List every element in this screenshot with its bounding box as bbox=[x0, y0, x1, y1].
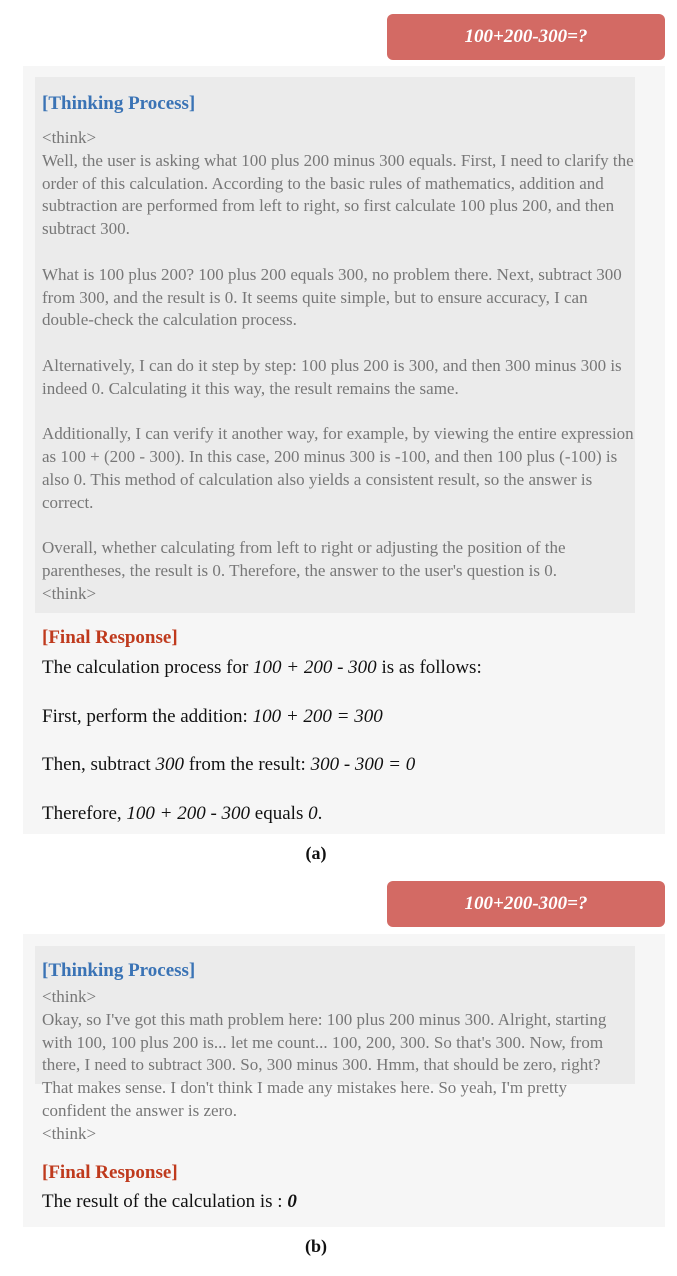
final-line-a-1: The calculation process for 100 + 200 - 300 is as follows: bbox=[42, 657, 482, 678]
thinking-paragraph-a-3: Alternatively, I can do it step by step: 100 plus 200 is 300, and then 300 minus 300 is indeed 0. Calculating it this way, the result remains the same. bbox=[42, 355, 622, 398]
thinking-heading-b: [Thinking Process] bbox=[42, 960, 196, 981]
thinking-paragraph-a-5: Overall, whether calculating from left to right or adjusting the position of the parentheses, the result is 0. Therefore, the answer to the user's question is 0. bbox=[42, 538, 566, 581]
final-heading-b: [Final Response] bbox=[42, 1162, 178, 1183]
thinking-paragraph-b: Okay, so I've got this math problem here: 100 plus 200 minus 300. Alright, starting with 100, 100 plus 200 is... let me count... 100, 200, 300. So that's 300. Now, from there, I need to subtract 300. So, 300 minus 300. Hmm, that should be zero, right? That makes sense. I don't think I made any mistakes here. So yeah, I'm pretty confident the answer is zero. bbox=[42, 1009, 607, 1120]
final-line-a-3: Then, subtract 300 from the result: 300 - 300 = 0 bbox=[42, 754, 416, 775]
thinking-box-a bbox=[35, 77, 635, 613]
thinking-paragraph-a-2: What is 100 plus 200? 100 plus 200 equals 300, no problem there. Next, subtract 300 from 300, and the result is 0. It seems quite simple, but to ensure accuracy, I can double-check the calculation process. bbox=[42, 264, 622, 330]
final-line-a-2: First, perform the addition: 100 + 200 = 300 bbox=[42, 706, 383, 727]
final-line-b: The result of the calculation is : 0 bbox=[42, 1191, 297, 1212]
user-prompt-bubble-a: 100+200-300=? bbox=[387, 14, 665, 60]
thinking-paragraph-a-4: Additionally, I can verify it another way, for example, by viewing the entire expression as 100 + (200 - 300). In this case, 200 minus 300 is -100, and then 100 plus (-100) is also 0. This method of calculation also yields a consistent result, so the answer is correct. bbox=[42, 424, 634, 512]
final-line-a-4: Therefore, 100 + 200 - 300 equals 0. bbox=[42, 803, 323, 824]
caption-a: (a) bbox=[305, 843, 327, 863]
final-heading-a: [Final Response] bbox=[42, 627, 178, 648]
think-close-tag-b: <think> bbox=[42, 1123, 97, 1143]
think-open-tag-a: <think> bbox=[42, 128, 97, 147]
thinking-box-b bbox=[35, 946, 635, 1143]
thinking-heading-a: [Thinking Process] bbox=[42, 93, 196, 114]
think-open-tag-b: <think> bbox=[42, 987, 97, 1006]
thinking-paragraph-a-1: Well, the user is asking what 100 plus 200 minus 300 equals. First, I need to clarify the order of this calculation. According to the basic rules of mathematics, addition and subtraction are performed from left to right, so first calculate 100 plus 200, and then subtract 300. bbox=[42, 150, 634, 239]
response-panel-b bbox=[23, 934, 665, 1227]
think-close-tag-a: <think> bbox=[42, 583, 97, 603]
caption-b: (b) bbox=[305, 1236, 327, 1256]
response-panel-a bbox=[23, 66, 665, 834]
user-prompt-bubble-b: 100+200-300=? bbox=[387, 881, 665, 927]
